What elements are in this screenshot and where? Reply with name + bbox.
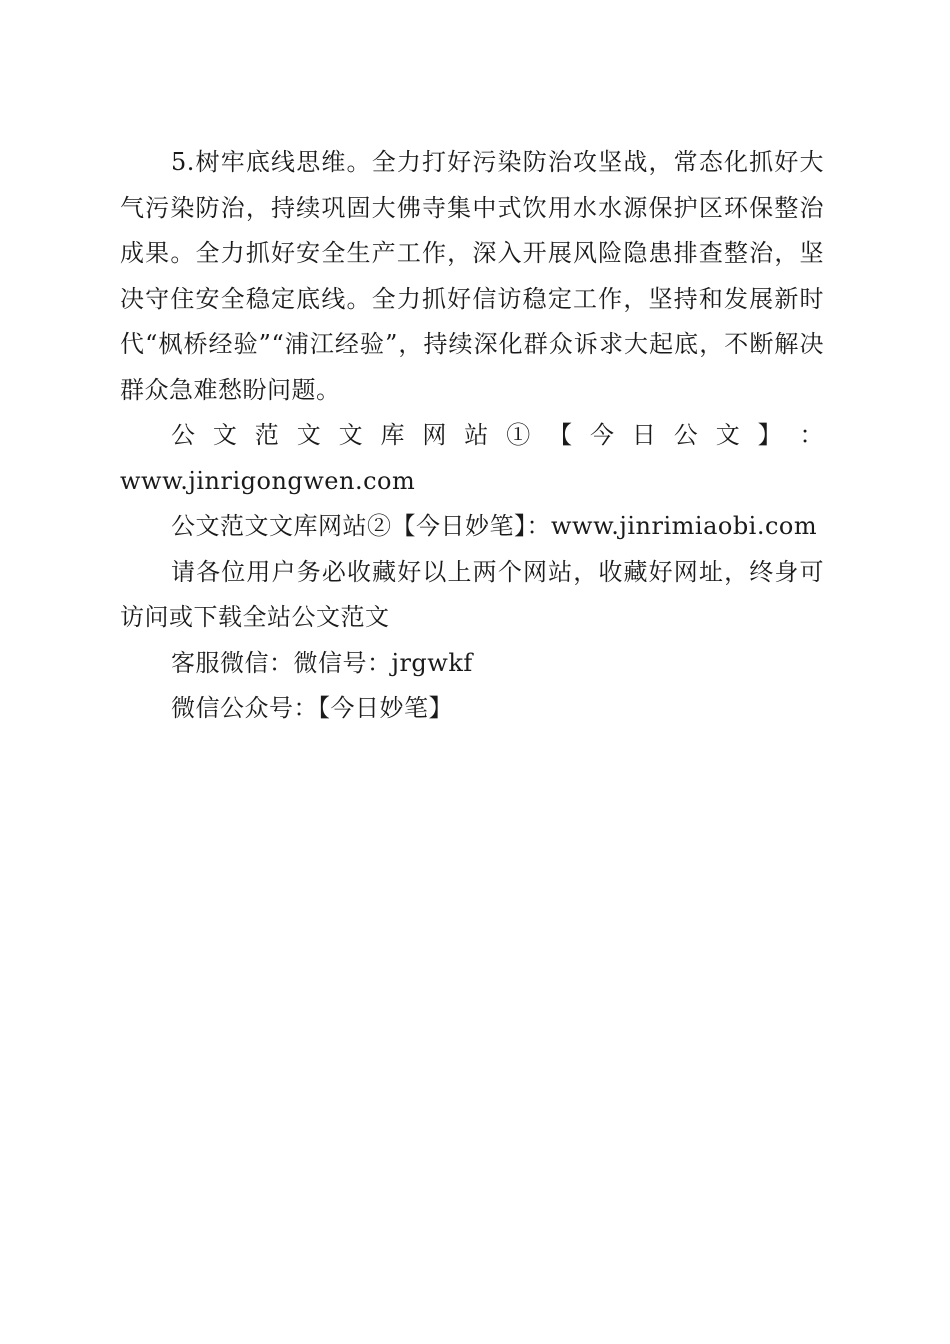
website-1-label: 公 文 范 文 文 库 网 站 ① 【 今 日 公 文 】 ： — [171, 421, 824, 449]
bookmark-notice: 请各位用户务必收藏好以上两个网站，收藏好网址，终身可访问或下载全站公文范文 — [120, 557, 824, 631]
paragraph-bottom-line-thinking: 5.树牢底线思维。全力打好污染防治攻坚战，常态化抓好大气污染防治，持续巩固大佛寺集中式饮用水水源保护区环保整治成果。全力抓好安全生产工作，深入开展风险隐患排查整治，坚决守住安全稳定底线。全力抓好信访稳定工作，坚持和发展新时代“枫桥经验”“浦江经验”，持续深化群众诉求大起底，不断解决群众急难愁盼问题。 — [120, 148, 824, 404]
document-body — [120, 140, 824, 732]
website-1-paragraph — [120, 413, 824, 504]
wechat-public-account-line: 微信公众号：【今日妙笔】 — [171, 694, 453, 722]
website-2-line: 公文范文文库网站②【今日妙笔】：www.jinrimiaobi.com — [171, 512, 818, 540]
website-1-url[interactable]: www.jinrigongwen.com — [120, 466, 416, 495]
wechat-service-line: 客服微信：微信号：jrgwkf — [171, 648, 473, 677]
